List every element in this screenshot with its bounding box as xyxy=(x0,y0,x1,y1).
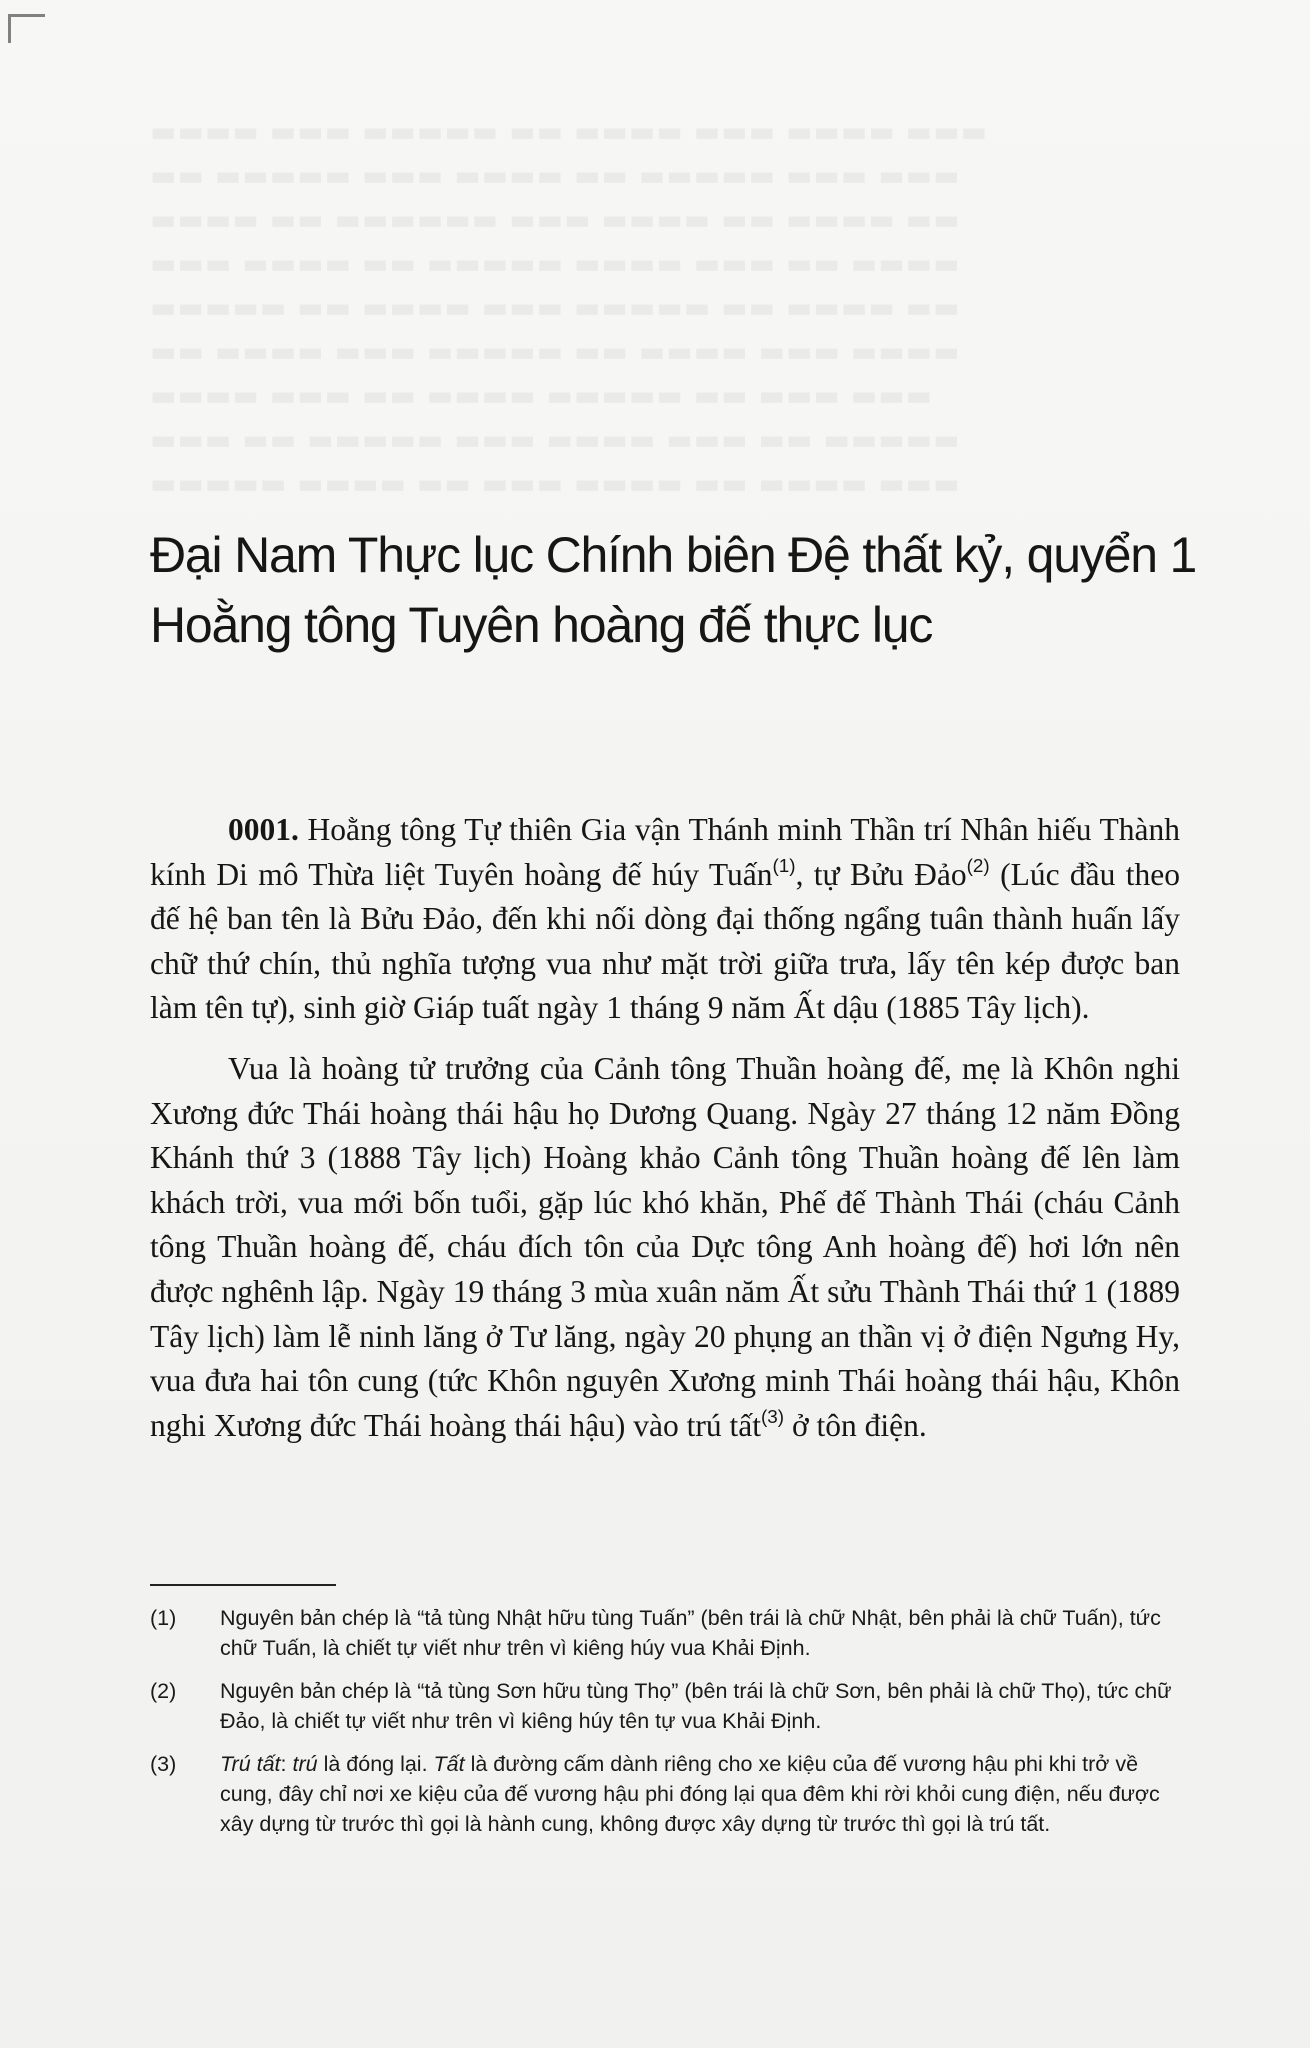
footnote-number: (1) xyxy=(150,1606,177,1630)
body-text xyxy=(150,808,1180,1464)
chapter-title xyxy=(150,520,1197,660)
paragraph-text: , tự Bửu Đảo xyxy=(795,856,967,892)
footnote-term: trú xyxy=(292,1752,318,1776)
footnote-number: (2) xyxy=(150,1679,177,1703)
footnote-text-part: : xyxy=(280,1752,293,1776)
paragraph-text: Vua là hoàng tử trưởng của Cảnh tông Thuần hoàng đế, mẹ là Khôn nghi Xương đức Thái hoàng thái hậu họ Dương Quang. Ngày 27 tháng 12 năm Đồng Khánh thứ 3 (1888 Tây lịch) Hoàng khảo Cảnh tông Thuần hoàng đế lên làm khách trời, vua mới bốn tuổi, gặp lúc khó khăn, Phế đế Thành Thái (cháu Cảnh tông Thuần hoàng đế, cháu đích tôn của Dực tông Anh hoàng đế) hơi lớn nên được nghênh lập. Ngày 19 tháng 3 mùa xuân năm Ất sửu Thành Thái thứ 1 (1889 Tây lịch) làm lễ ninh lăng ở Tư lăng, ngày 20 phụng an thần vị ở điện Ngưng Hy, vua đưa hai tôn cung (tức Khôn nguyên Xương minh Thái hoàng thái hậu, Khôn nghi Xương đức Thái hoàng thái hậu) vào trú tất xyxy=(150,1050,1180,1443)
page-corner-mark xyxy=(8,14,45,43)
paragraph-0001 xyxy=(150,808,1180,1031)
paragraph-2 xyxy=(150,1047,1180,1448)
footnote-2 xyxy=(150,1676,1180,1736)
footnote-1 xyxy=(150,1603,1180,1663)
footnote-text-part: là đóng lại. xyxy=(317,1752,434,1776)
footnotes xyxy=(150,1603,1180,1852)
footnote-ref-2[interactable]: (2) xyxy=(966,855,990,877)
bleed-through-texture xyxy=(150,110,1170,540)
entry-number: 0001. xyxy=(228,812,299,847)
footnote-number: (3) xyxy=(150,1752,177,1776)
footnote-3 xyxy=(150,1749,1180,1839)
paragraph-text: ở tôn điện. xyxy=(784,1407,927,1443)
footnote-term: Trú tất xyxy=(220,1752,281,1776)
footnote-text xyxy=(220,1749,1180,1839)
footnote-ref-1[interactable]: (1) xyxy=(772,855,796,877)
footnote-term: Tất xyxy=(433,1752,465,1776)
footnote-text-part: là đường cấm dành riêng cho xe kiệu của đế vương hậu phi khi trở về cung, đây chỉ nơi xe kiệu của đế vương hậu phi đóng lại qua đêm khi rời khỏi cung điện, nếu được xây dựng từ trước thì gọi là hành cung, không được xây dựng từ trước thì gọi là trú tất. xyxy=(220,1752,1160,1836)
footnote-separator xyxy=(150,1584,336,1586)
paragraph-text: (Lúc đầu theo đế hệ ban tên là Bửu Đảo, đến khi nối dòng đại thống ngẩng tuân thành huấn lấy chữ thứ chín, thủ nghĩa tượng vua như mặt trời giữa trưa, lấy tên kép được ban làm tên tự), sinh giờ Giáp tuất ngày 1 tháng 9 năm Ất dậu (1885 Tây lịch). xyxy=(150,856,1180,1026)
footnote-text: Nguyên bản chép là “tả tùng Sơn hữu tùng Thọ” (bên trái là chữ Sơn, bên phải là chữ Thọ), tức chữ Đảo, là chiết tự viết như trên vì kiêng húy tên tự vua Khải Định. xyxy=(220,1679,1172,1733)
footnote-ref-3[interactable]: (3) xyxy=(760,1406,785,1428)
chapter-title-line-1: Đại Nam Thực lục Chính biên Đệ thất kỷ, quyển 1 xyxy=(150,527,1197,583)
footnote-text: Nguyên bản chép là “tả tùng Nhật hữu tùng Tuấn” (bên trái là chữ Nhật, bên phải là chữ Tuấn), tức chữ Tuấn, là chiết tự viết như trên vì kiêng húy vua Khải Định. xyxy=(220,1606,1161,1660)
paragraph-text: Hoằng tông Tự thiên Gia vận Thánh minh Thần trí Nhân hiếu Thành kính Di mô Thừa liệt Tuyên hoàng đế húy Tuấn xyxy=(150,812,1180,892)
chapter-title-line-2: Hoằng tông Tuyên hoàng đế thực lục xyxy=(150,597,933,653)
